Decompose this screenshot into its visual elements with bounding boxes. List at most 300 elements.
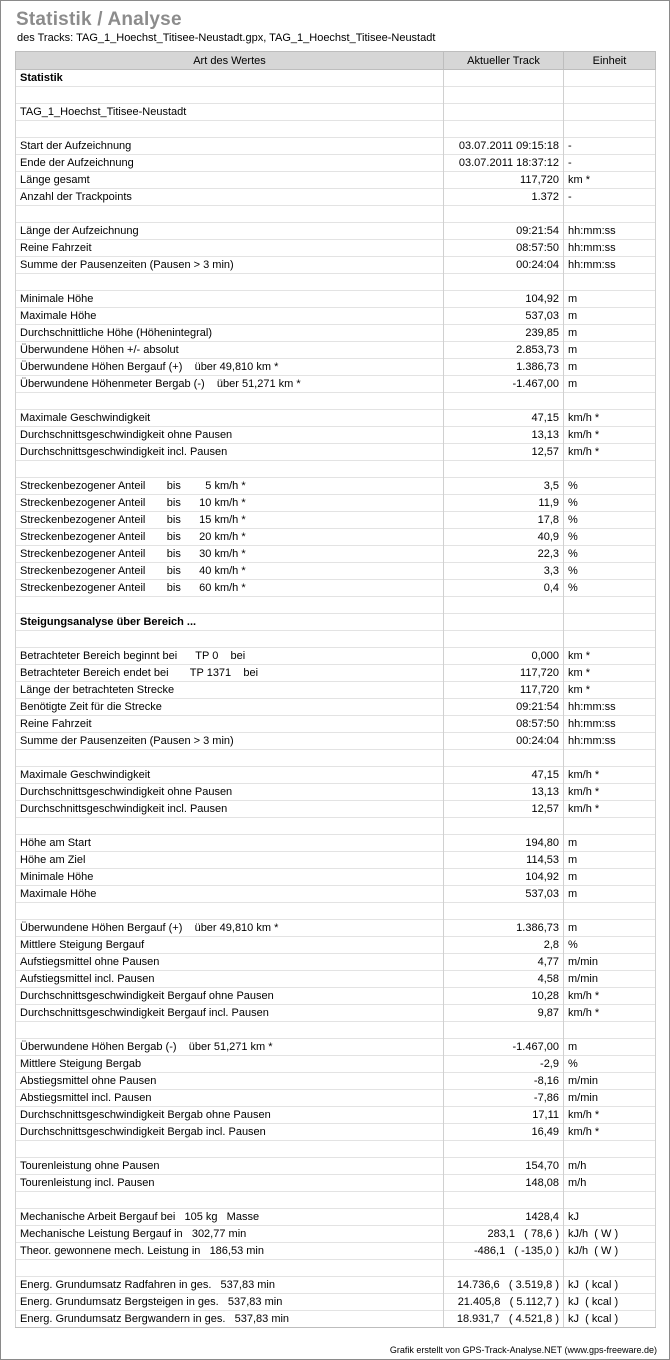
row-label: Mittlere Steigung Bergab <box>16 1056 444 1073</box>
table-row <box>16 138 656 155</box>
row-unit: km/h * <box>564 1005 656 1022</box>
row-value: 1.386,73 <box>444 359 564 376</box>
table-row <box>16 444 656 461</box>
page-subtitle: des Tracks: TAG_1_Hoechst_Titisee-Neustadt.gpx, TAG_1_Hoechst_Titisee-Neustadt <box>17 32 436 44</box>
row-value <box>444 1141 564 1158</box>
row-value: -1.467,00 <box>444 376 564 393</box>
row-unit: kJ ( kcal ) <box>564 1294 656 1311</box>
table-header-row <box>16 52 656 70</box>
table-row <box>16 359 656 376</box>
table-row <box>16 580 656 597</box>
table-row <box>16 971 656 988</box>
row-label: Energ. Grundumsatz Radfahren in ges. 537,83 min <box>16 1277 444 1294</box>
table-row <box>16 1107 656 1124</box>
row-value: 0,000 <box>444 648 564 665</box>
table-row <box>16 274 656 291</box>
table-row <box>16 665 656 682</box>
row-value: 117,720 <box>444 172 564 189</box>
row-value: -1.467,00 <box>444 1039 564 1056</box>
row-label: Durchschnittsgeschwindigkeit ohne Pausen <box>16 784 444 801</box>
row-value <box>444 87 564 104</box>
row-unit <box>564 631 656 648</box>
table-row <box>16 1226 656 1243</box>
table-row <box>16 393 656 410</box>
row-unit: km/h * <box>564 410 656 427</box>
row-unit: kJ/h ( W ) <box>564 1226 656 1243</box>
row-value: 22,3 <box>444 546 564 563</box>
row-unit <box>564 1260 656 1277</box>
table-row <box>16 1294 656 1311</box>
table-row <box>16 597 656 614</box>
row-value: 537,03 <box>444 308 564 325</box>
row-unit <box>564 1141 656 1158</box>
table-row <box>16 1277 656 1294</box>
table-row <box>16 733 656 750</box>
row-unit: hh:mm:ss <box>564 223 656 240</box>
row-unit: m/h <box>564 1175 656 1192</box>
table-body <box>16 70 656 1328</box>
row-value: 3,3 <box>444 563 564 580</box>
table-row <box>16 784 656 801</box>
page-title: Statistik / Analyse <box>16 9 182 30</box>
row-label: Überwundene Höhen Bergauf (+) über 49,810 km * <box>16 920 444 937</box>
row-unit: % <box>564 512 656 529</box>
row-value: 13,13 <box>444 427 564 444</box>
row-label: Mechanische Arbeit Bergauf bei 105 kg Masse <box>16 1209 444 1226</box>
row-label: Durchschnittsgeschwindigkeit Bergauf incl. Pausen <box>16 1005 444 1022</box>
row-value: 117,720 <box>444 665 564 682</box>
row-unit: m/min <box>564 1073 656 1090</box>
row-value: 2.853,73 <box>444 342 564 359</box>
table-row <box>16 818 656 835</box>
row-value <box>444 121 564 138</box>
table-row <box>16 512 656 529</box>
table-row <box>16 1158 656 1175</box>
table-row <box>16 410 656 427</box>
row-unit <box>564 597 656 614</box>
row-unit: km/h * <box>564 444 656 461</box>
row-label: Überwundene Höhen Bergauf (+) über 49,810 km * <box>16 359 444 376</box>
table-row <box>16 495 656 512</box>
row-label: Ende der Aufzeichnung <box>16 155 444 172</box>
table-row <box>16 257 656 274</box>
row-value: 3,5 <box>444 478 564 495</box>
table-row <box>16 869 656 886</box>
row-unit: kJ ( kcal ) <box>564 1311 656 1328</box>
table-row <box>16 70 656 87</box>
row-label <box>16 631 444 648</box>
row-value: -486,1 ( -135,0 ) <box>444 1243 564 1260</box>
table-row <box>16 546 656 563</box>
row-value: 08:57:50 <box>444 240 564 257</box>
row-unit: - <box>564 155 656 172</box>
table-row <box>16 461 656 478</box>
row-unit: hh:mm:ss <box>564 240 656 257</box>
row-unit <box>564 750 656 767</box>
row-value <box>444 104 564 121</box>
row-label <box>16 1141 444 1158</box>
row-label: Durchschnittsgeschwindigkeit incl. Pausen <box>16 801 444 818</box>
row-label: Streckenbezogener Anteil bis 60 km/h * <box>16 580 444 597</box>
row-unit <box>564 461 656 478</box>
row-unit: km/h * <box>564 784 656 801</box>
row-label: TAG_1_Hoechst_Titisee-Neustadt <box>16 104 444 121</box>
row-label: Tourenleistung incl. Pausen <box>16 1175 444 1192</box>
table-row <box>16 903 656 920</box>
row-label: Durchschnittsgeschwindigkeit Bergab incl. Pausen <box>16 1124 444 1141</box>
table-row <box>16 648 656 665</box>
row-value: 194,80 <box>444 835 564 852</box>
column-header-einheit: Einheit <box>564 52 656 70</box>
row-unit: % <box>564 1056 656 1073</box>
row-label: Länge der Aufzeichnung <box>16 223 444 240</box>
row-unit: m <box>564 342 656 359</box>
row-value: 09:21:54 <box>444 699 564 716</box>
row-value: 14.736,6 ( 3.519,8 ) <box>444 1277 564 1294</box>
row-label <box>16 750 444 767</box>
table-row <box>16 563 656 580</box>
row-unit: m/min <box>564 971 656 988</box>
row-label <box>16 1192 444 1209</box>
row-label <box>16 274 444 291</box>
row-value <box>444 70 564 87</box>
row-label: Aufstiegsmittel ohne Pausen <box>16 954 444 971</box>
row-unit: km * <box>564 682 656 699</box>
row-value: 537,03 <box>444 886 564 903</box>
row-label: Streckenbezogener Anteil bis 20 km/h * <box>16 529 444 546</box>
row-unit: - <box>564 138 656 155</box>
row-unit <box>564 206 656 223</box>
row-label: Durchschnittliche Höhe (Höhenintegral) <box>16 325 444 342</box>
row-unit: km/h * <box>564 1107 656 1124</box>
row-label: Minimale Höhe <box>16 869 444 886</box>
row-label: Überwundene Höhen +/- absolut <box>16 342 444 359</box>
row-label: Steigungsanalyse über Bereich ... <box>16 614 444 631</box>
row-unit: m <box>564 325 656 342</box>
row-value: 18.931,7 ( 4.521,8 ) <box>444 1311 564 1328</box>
row-label: Statistik <box>16 70 444 87</box>
row-label: Energ. Grundumsatz Bergsteigen in ges. 537,83 min <box>16 1294 444 1311</box>
row-unit: % <box>564 495 656 512</box>
row-value: 154,70 <box>444 1158 564 1175</box>
row-label: Überwundene Höhen Bergab (-) über 51,271 km * <box>16 1039 444 1056</box>
row-unit: m <box>564 835 656 852</box>
row-unit: m/h <box>564 1158 656 1175</box>
row-value: 12,57 <box>444 801 564 818</box>
table-row <box>16 529 656 546</box>
row-unit: hh:mm:ss <box>564 733 656 750</box>
row-label <box>16 597 444 614</box>
row-value: 148,08 <box>444 1175 564 1192</box>
row-unit: m <box>564 920 656 937</box>
row-label: Mittlere Steigung Bergauf <box>16 937 444 954</box>
table-row <box>16 988 656 1005</box>
row-value: 0,4 <box>444 580 564 597</box>
row-unit: km/h * <box>564 1124 656 1141</box>
row-value: 11,9 <box>444 495 564 512</box>
row-label <box>16 87 444 104</box>
row-value: 1428,4 <box>444 1209 564 1226</box>
row-label: Abstiegsmittel incl. Pausen <box>16 1090 444 1107</box>
row-value <box>444 903 564 920</box>
row-value: 283,1 ( 78,6 ) <box>444 1226 564 1243</box>
row-value: 239,85 <box>444 325 564 342</box>
row-value <box>444 393 564 410</box>
table-row <box>16 291 656 308</box>
table-row <box>16 1311 656 1328</box>
row-unit: m/min <box>564 954 656 971</box>
row-unit <box>564 70 656 87</box>
footer-credit: Grafik erstellt von GPS-Track-Analyse.NET (www.gps-freeware.de) <box>389 1345 657 1355</box>
table-row <box>16 223 656 240</box>
row-label: Tourenleistung ohne Pausen <box>16 1158 444 1175</box>
table-row <box>16 852 656 869</box>
table-row <box>16 155 656 172</box>
row-value: 2,8 <box>444 937 564 954</box>
row-unit: hh:mm:ss <box>564 699 656 716</box>
row-label: Streckenbezogener Anteil bis 40 km/h * <box>16 563 444 580</box>
row-label: Maximale Höhe <box>16 886 444 903</box>
table-row <box>16 189 656 206</box>
row-unit <box>564 393 656 410</box>
table-row <box>16 1141 656 1158</box>
row-value <box>444 206 564 223</box>
row-value: 47,15 <box>444 767 564 784</box>
row-value <box>444 1022 564 1039</box>
row-label <box>16 461 444 478</box>
row-label: Maximale Geschwindigkeit <box>16 410 444 427</box>
row-label: Minimale Höhe <box>16 291 444 308</box>
row-value: 40,9 <box>444 529 564 546</box>
row-label: Streckenbezogener Anteil bis 5 km/h * <box>16 478 444 495</box>
row-value: 00:24:04 <box>444 733 564 750</box>
row-label <box>16 393 444 410</box>
table-row <box>16 1090 656 1107</box>
table-row <box>16 682 656 699</box>
table-row <box>16 1209 656 1226</box>
row-label: Abstiegsmittel ohne Pausen <box>16 1073 444 1090</box>
row-unit: hh:mm:ss <box>564 257 656 274</box>
table-row <box>16 937 656 954</box>
row-value: 104,92 <box>444 291 564 308</box>
table-row <box>16 1260 656 1277</box>
row-unit: hh:mm:ss <box>564 716 656 733</box>
row-value: 114,53 <box>444 852 564 869</box>
table-row <box>16 1243 656 1260</box>
table-row <box>16 376 656 393</box>
row-unit: km/h * <box>564 988 656 1005</box>
row-value: -2,9 <box>444 1056 564 1073</box>
table-row <box>16 801 656 818</box>
row-unit: % <box>564 937 656 954</box>
row-unit <box>564 274 656 291</box>
table-row <box>16 920 656 937</box>
row-label: Anzahl der Trackpoints <box>16 189 444 206</box>
row-unit: m/min <box>564 1090 656 1107</box>
row-label: Höhe am Ziel <box>16 852 444 869</box>
table-row <box>16 954 656 971</box>
row-value: 16,49 <box>444 1124 564 1141</box>
row-label: Länge der betrachteten Strecke <box>16 682 444 699</box>
row-value: 12,57 <box>444 444 564 461</box>
row-value <box>444 631 564 648</box>
row-value: 1.386,73 <box>444 920 564 937</box>
row-label: Streckenbezogener Anteil bis 30 km/h * <box>16 546 444 563</box>
table-row <box>16 1124 656 1141</box>
row-label: Streckenbezogener Anteil bis 10 km/h * <box>16 495 444 512</box>
row-label <box>16 1260 444 1277</box>
row-label: Streckenbezogener Anteil bis 15 km/h * <box>16 512 444 529</box>
row-unit <box>564 614 656 631</box>
row-label: Durchschnittsgeschwindigkeit Bergauf ohne Pausen <box>16 988 444 1005</box>
row-value: 104,92 <box>444 869 564 886</box>
row-unit: % <box>564 546 656 563</box>
table-row <box>16 478 656 495</box>
row-label: Maximale Höhe <box>16 308 444 325</box>
row-value: 9,87 <box>444 1005 564 1022</box>
row-value <box>444 1192 564 1209</box>
row-unit <box>564 121 656 138</box>
row-label: Aufstiegsmittel incl. Pausen <box>16 971 444 988</box>
table-row <box>16 716 656 733</box>
row-value <box>444 274 564 291</box>
row-label: Energ. Grundumsatz Bergwandern in ges. 537,83 min <box>16 1311 444 1328</box>
row-label: Summe der Pausenzeiten (Pausen > 3 min) <box>16 733 444 750</box>
row-unit: m <box>564 852 656 869</box>
row-unit: m <box>564 359 656 376</box>
row-unit <box>564 903 656 920</box>
statistics-table <box>15 51 656 1328</box>
table-row <box>16 240 656 257</box>
row-value <box>444 1260 564 1277</box>
row-unit: m <box>564 308 656 325</box>
table-row <box>16 104 656 121</box>
column-header-art: Art des Wertes <box>16 52 444 70</box>
row-label: Maximale Geschwindigkeit <box>16 767 444 784</box>
row-label: Durchschnittsgeschwindigkeit Bergab ohne Pausen <box>16 1107 444 1124</box>
row-value: 17,8 <box>444 512 564 529</box>
row-unit <box>564 1022 656 1039</box>
row-label: Theor. gewonnene mech. Leistung in 186,53 min <box>16 1243 444 1260</box>
row-label: Durchschnittsgeschwindigkeit incl. Pausen <box>16 444 444 461</box>
row-label: Durchschnittsgeschwindigkeit ohne Pausen <box>16 427 444 444</box>
table-row <box>16 87 656 104</box>
row-unit: kJ <box>564 1209 656 1226</box>
row-value: 13,13 <box>444 784 564 801</box>
row-unit <box>564 818 656 835</box>
row-unit: kJ ( kcal ) <box>564 1277 656 1294</box>
row-label: Länge gesamt <box>16 172 444 189</box>
table-row <box>16 1073 656 1090</box>
row-unit: kJ/h ( W ) <box>564 1243 656 1260</box>
table-row <box>16 767 656 784</box>
row-label: Start der Aufzeichnung <box>16 138 444 155</box>
row-value: 21.405,8 ( 5.112,7 ) <box>444 1294 564 1311</box>
row-value: -7,86 <box>444 1090 564 1107</box>
row-value: -8,16 <box>444 1073 564 1090</box>
row-unit: m <box>564 1039 656 1056</box>
row-value: 03.07.2011 09:15:18 <box>444 138 564 155</box>
table-row <box>16 121 656 138</box>
row-unit: % <box>564 580 656 597</box>
table-row <box>16 342 656 359</box>
row-value: 00:24:04 <box>444 257 564 274</box>
row-value: 4,58 <box>444 971 564 988</box>
table-row <box>16 614 656 631</box>
row-label <box>16 818 444 835</box>
table-row <box>16 631 656 648</box>
table-row <box>16 1005 656 1022</box>
row-unit <box>564 104 656 121</box>
row-unit: m <box>564 886 656 903</box>
row-value <box>444 461 564 478</box>
row-value <box>444 597 564 614</box>
row-unit: % <box>564 563 656 580</box>
row-label <box>16 1022 444 1039</box>
row-value: 17,11 <box>444 1107 564 1124</box>
row-unit: m <box>564 376 656 393</box>
row-label: Summe der Pausenzeiten (Pausen > 3 min) <box>16 257 444 274</box>
table-row <box>16 1192 656 1209</box>
row-value: 47,15 <box>444 410 564 427</box>
row-unit: % <box>564 529 656 546</box>
row-unit: % <box>564 478 656 495</box>
table-row <box>16 699 656 716</box>
table-row <box>16 1039 656 1056</box>
row-value <box>444 750 564 767</box>
table-row <box>16 886 656 903</box>
column-header-track: Aktueller Track <box>444 52 564 70</box>
row-label: Überwundene Höhenmeter Bergab (-) über 51,271 km * <box>16 376 444 393</box>
row-unit: km * <box>564 172 656 189</box>
row-label: Höhe am Start <box>16 835 444 852</box>
row-label: Betrachteter Bereich endet bei TP 1371 bei <box>16 665 444 682</box>
table-row <box>16 1056 656 1073</box>
row-value: 08:57:50 <box>444 716 564 733</box>
row-value <box>444 818 564 835</box>
table-row <box>16 308 656 325</box>
row-unit: km/h * <box>564 801 656 818</box>
row-label <box>16 903 444 920</box>
table-row <box>16 427 656 444</box>
row-value: 10,28 <box>444 988 564 1005</box>
row-unit <box>564 87 656 104</box>
row-label: Reine Fahrzeit <box>16 240 444 257</box>
row-label <box>16 206 444 223</box>
table-row <box>16 750 656 767</box>
table-row <box>16 325 656 342</box>
row-unit: km/h * <box>564 767 656 784</box>
row-unit: m <box>564 869 656 886</box>
table-row <box>16 1022 656 1039</box>
row-value: 1.372 <box>444 189 564 206</box>
row-label: Betrachteter Bereich beginnt bei TP 0 bei <box>16 648 444 665</box>
table-row <box>16 835 656 852</box>
row-value <box>444 614 564 631</box>
row-label: Benötigte Zeit für die Strecke <box>16 699 444 716</box>
row-value: 03.07.2011 18:37:12 <box>444 155 564 172</box>
table-row <box>16 206 656 223</box>
row-label: Reine Fahrzeit <box>16 716 444 733</box>
table-row <box>16 172 656 189</box>
row-unit: km * <box>564 648 656 665</box>
row-value: 09:21:54 <box>444 223 564 240</box>
row-unit: km/h * <box>564 427 656 444</box>
row-unit: km * <box>564 665 656 682</box>
row-value: 117,720 <box>444 682 564 699</box>
row-value: 4,77 <box>444 954 564 971</box>
row-unit: - <box>564 189 656 206</box>
